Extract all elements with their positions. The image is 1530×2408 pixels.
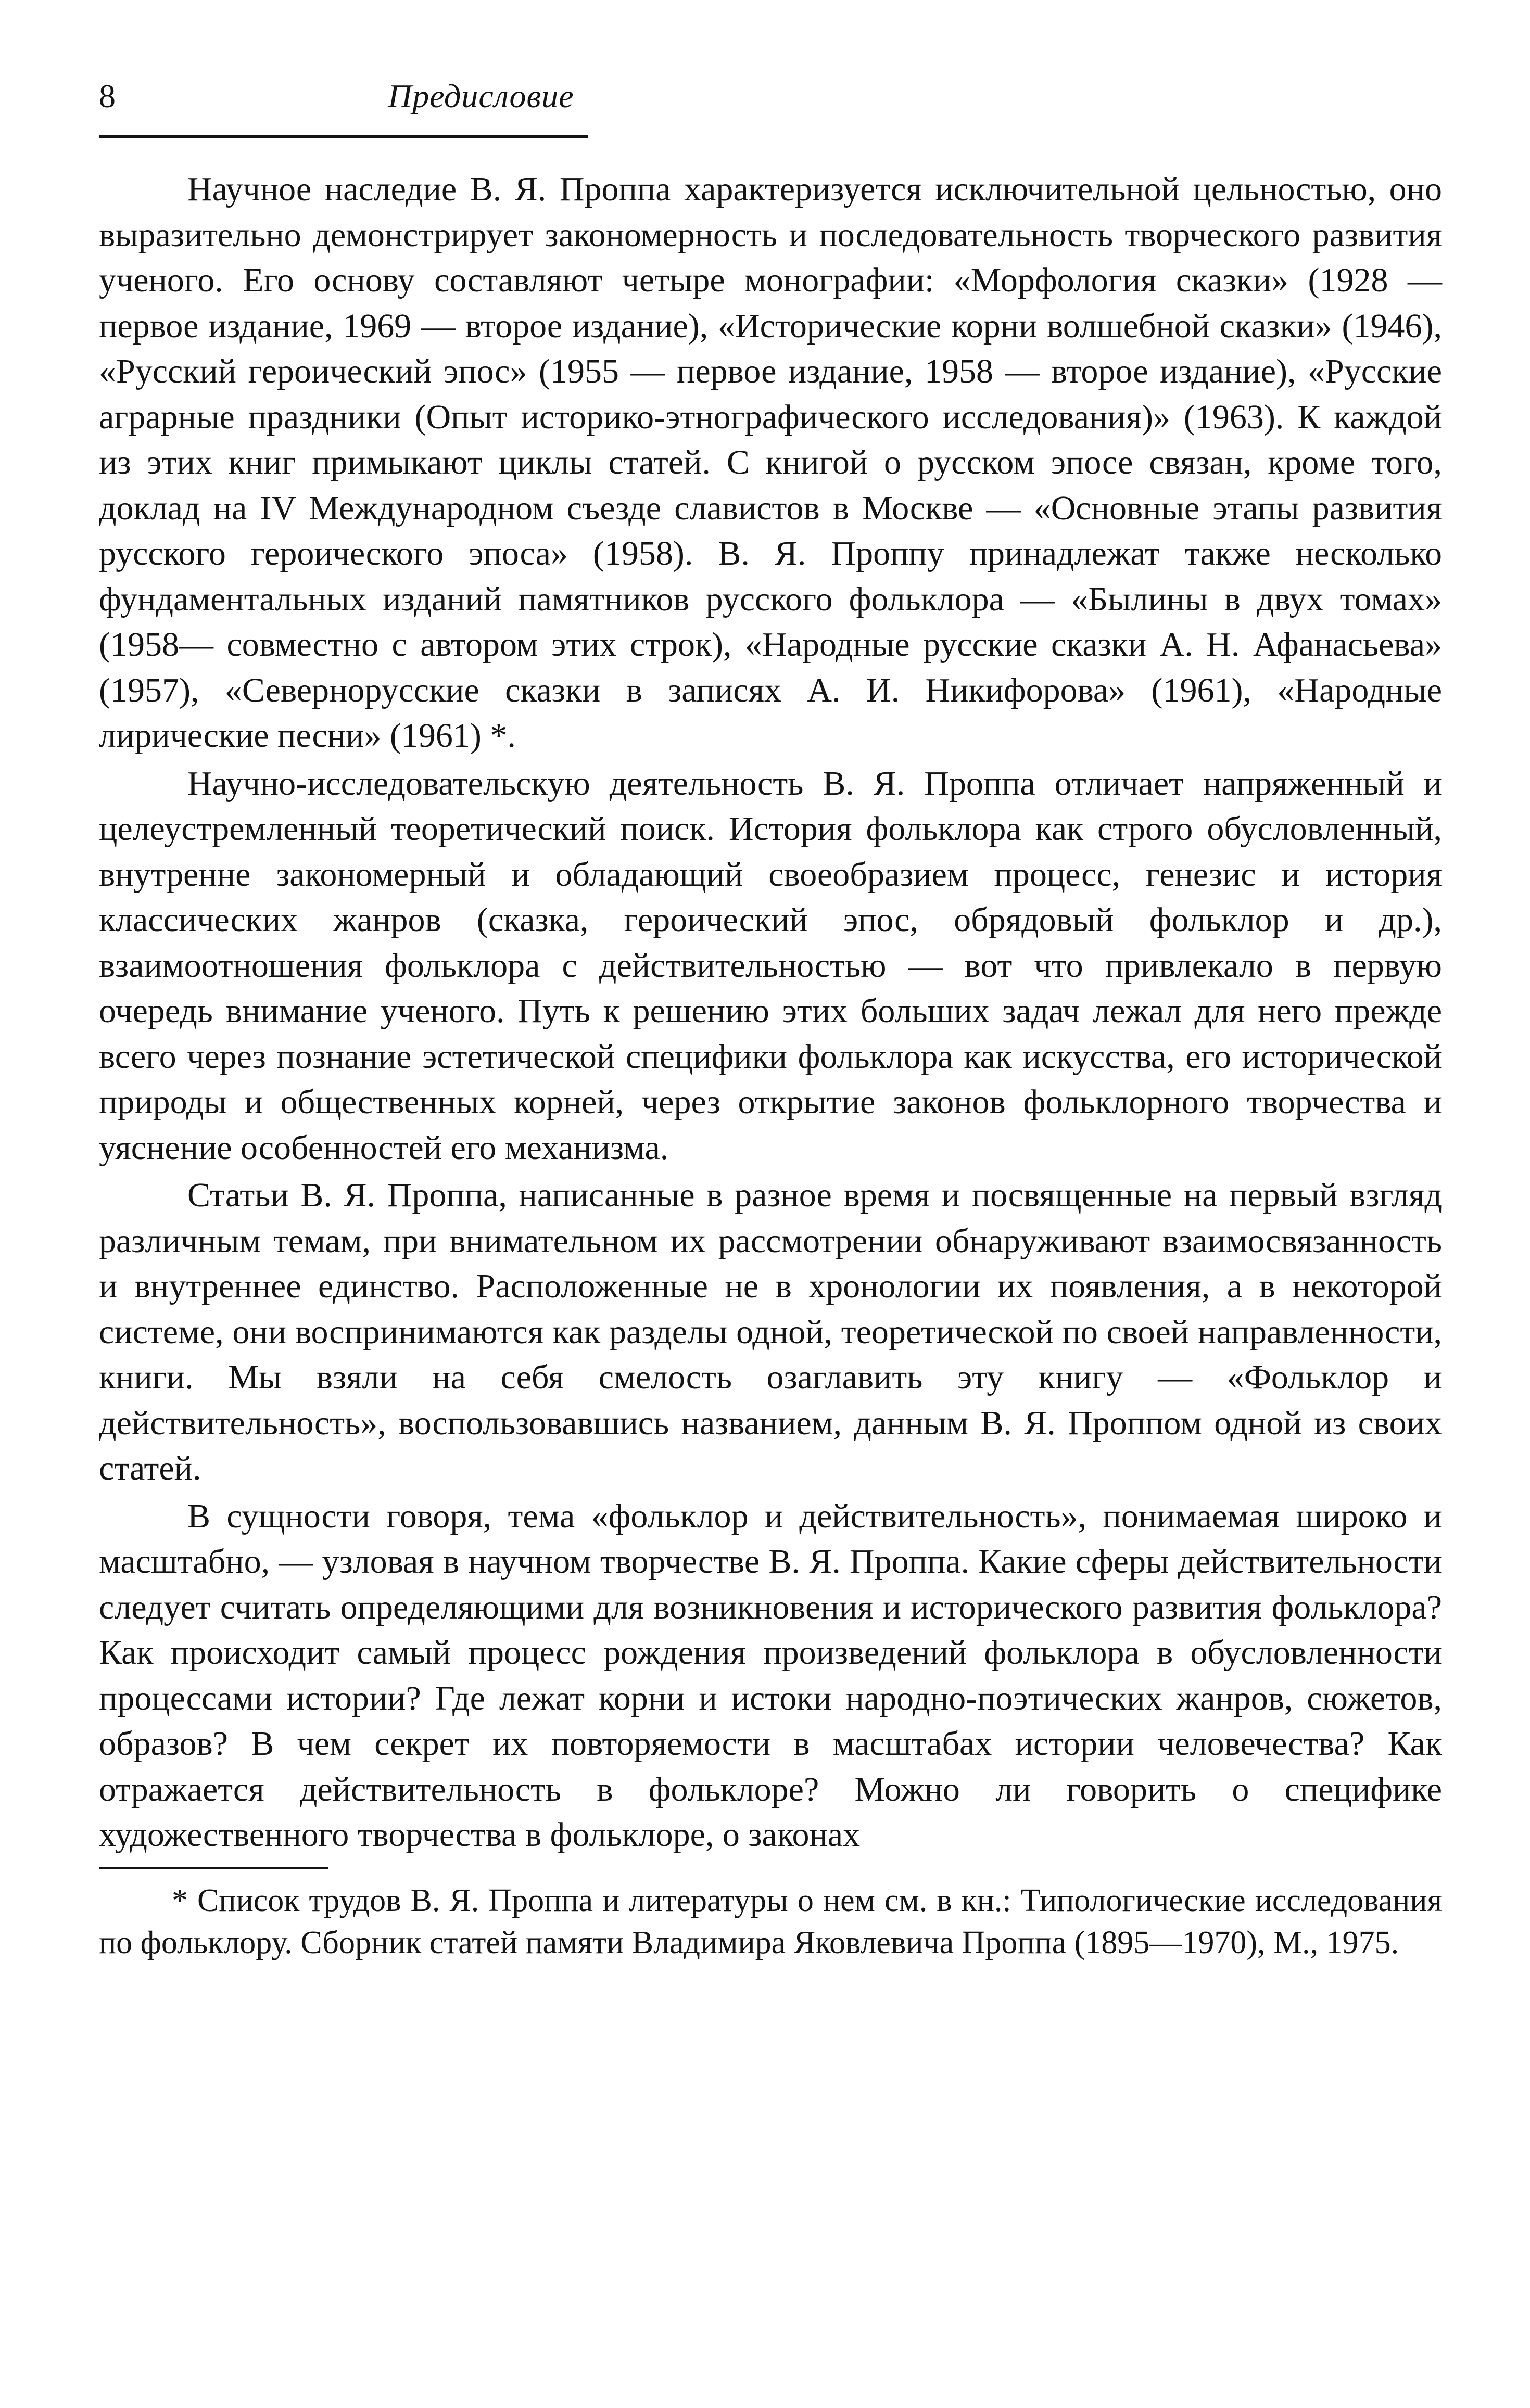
paragraph-3: Статьи В. Я. Проппа, написанные в разное время и посвященные на первый взгляд различным темам, при внимательном их рассмотрении обнаруживают взаимосвязанность и внутреннее единство. Расположенные не в хронологии их появления, а в некоторой системе, они воспринимаются как разделы одной, теоретической по своей направленности, книги. Мы взяли на себя смелость озаглавить эту книгу — «Фольклор и действительность», воспользовавшись названием, данным В. Я. Проппом одной из своих статей. xyxy=(99,1176,1442,1487)
book-page xyxy=(99,78,1442,1964)
footnote-rule xyxy=(99,1867,328,1869)
paragraph-2: Научно-исследовательскую деятельность В. Я. Проппа отличает напряженный и целеустремленный теоретический поиск. История фольклора как строго обусловленный, внутренне закономерный и обладающий своеобразием процесс, генезис и история классических жанров (сказка, героический эпос, обрядовый фольклор и др.), взаимоотношения фольклора с действительностью — вот что привлекало в первую очередь внимание ученого. Путь к решению этих больших задач лежал для него прежде всего через познание эстетической специфики фольклора как искусства, его исторической природы и общественных корней, через открытие законов фольклорного творчества и уяснение особенностей его механизма. xyxy=(99,764,1442,1167)
page-number: 8 xyxy=(99,78,116,114)
footnote: * Список трудов В. Я. Проппа и литературы о нем см. в кн.: Типологические исследования по фольклору. Сборник статей памяти Владимира Яковлевича Проппа (1895—1970), М., 1975. xyxy=(99,1882,1442,1960)
header-rule xyxy=(99,135,588,138)
paragraph-4: В сущности говоря, тема «фольклор и действительность», понимаемая широко и масштабно, — узловая в научном творчестве В. Я. Проппа. Какие сферы действительности следует считать определяющими для возникновения и исторического развития фольклора? Как происходит самый процесс рождения произведений фольклора в обусловленности процессами истории? Где лежат корни и истоки народно-поэтических жанров, сюжетов, образов? В чем секрет их повторяемости в масштабах истории человечества? Как отражается действительность в фольклоре? Можно ли говорить о специфике художественного творчества в фольклоре, о законах xyxy=(99,1497,1442,1854)
running-head-title: Предисловие xyxy=(388,78,574,114)
running-head xyxy=(99,78,1442,135)
paragraph-1: Научное наследие В. Я. Проппа характеризуется исключительной цельностью, оно выразительно демонстрирует закономерность и последовательность творческого развития ученого. Его основу составляют четыре монографии: «Морфология сказки» (1928 — первое издание, 1969 — второе издание), «Исторические корни волшебной сказки» (1946), «Русский героический эпос» (1955 — первое издание, 1958 — второе издание), «Русские аграрные праздники (Опыт историко-этнографического исследования)» (1963). К каждой из этих книг примыкают циклы статей. С книгой о русском эпосе связан, кроме того, доклад на IV Международном съезде славистов в Москве — «Основные этапы развития русского героического эпоса» (1958). В. Я. Проппу принадлежат также несколько фундаментальных изданий памятников русского фольклора — «Былины в двух томах» (1958— совместно с автором этих строк), «Народные русские сказки А. Н. Афанасьева» (1957), «Севернорусские сказки в записях А. И. Никифорова» (1961), «Народные лирические песни» (1961) *. xyxy=(99,170,1442,755)
body-text xyxy=(99,167,1442,1858)
